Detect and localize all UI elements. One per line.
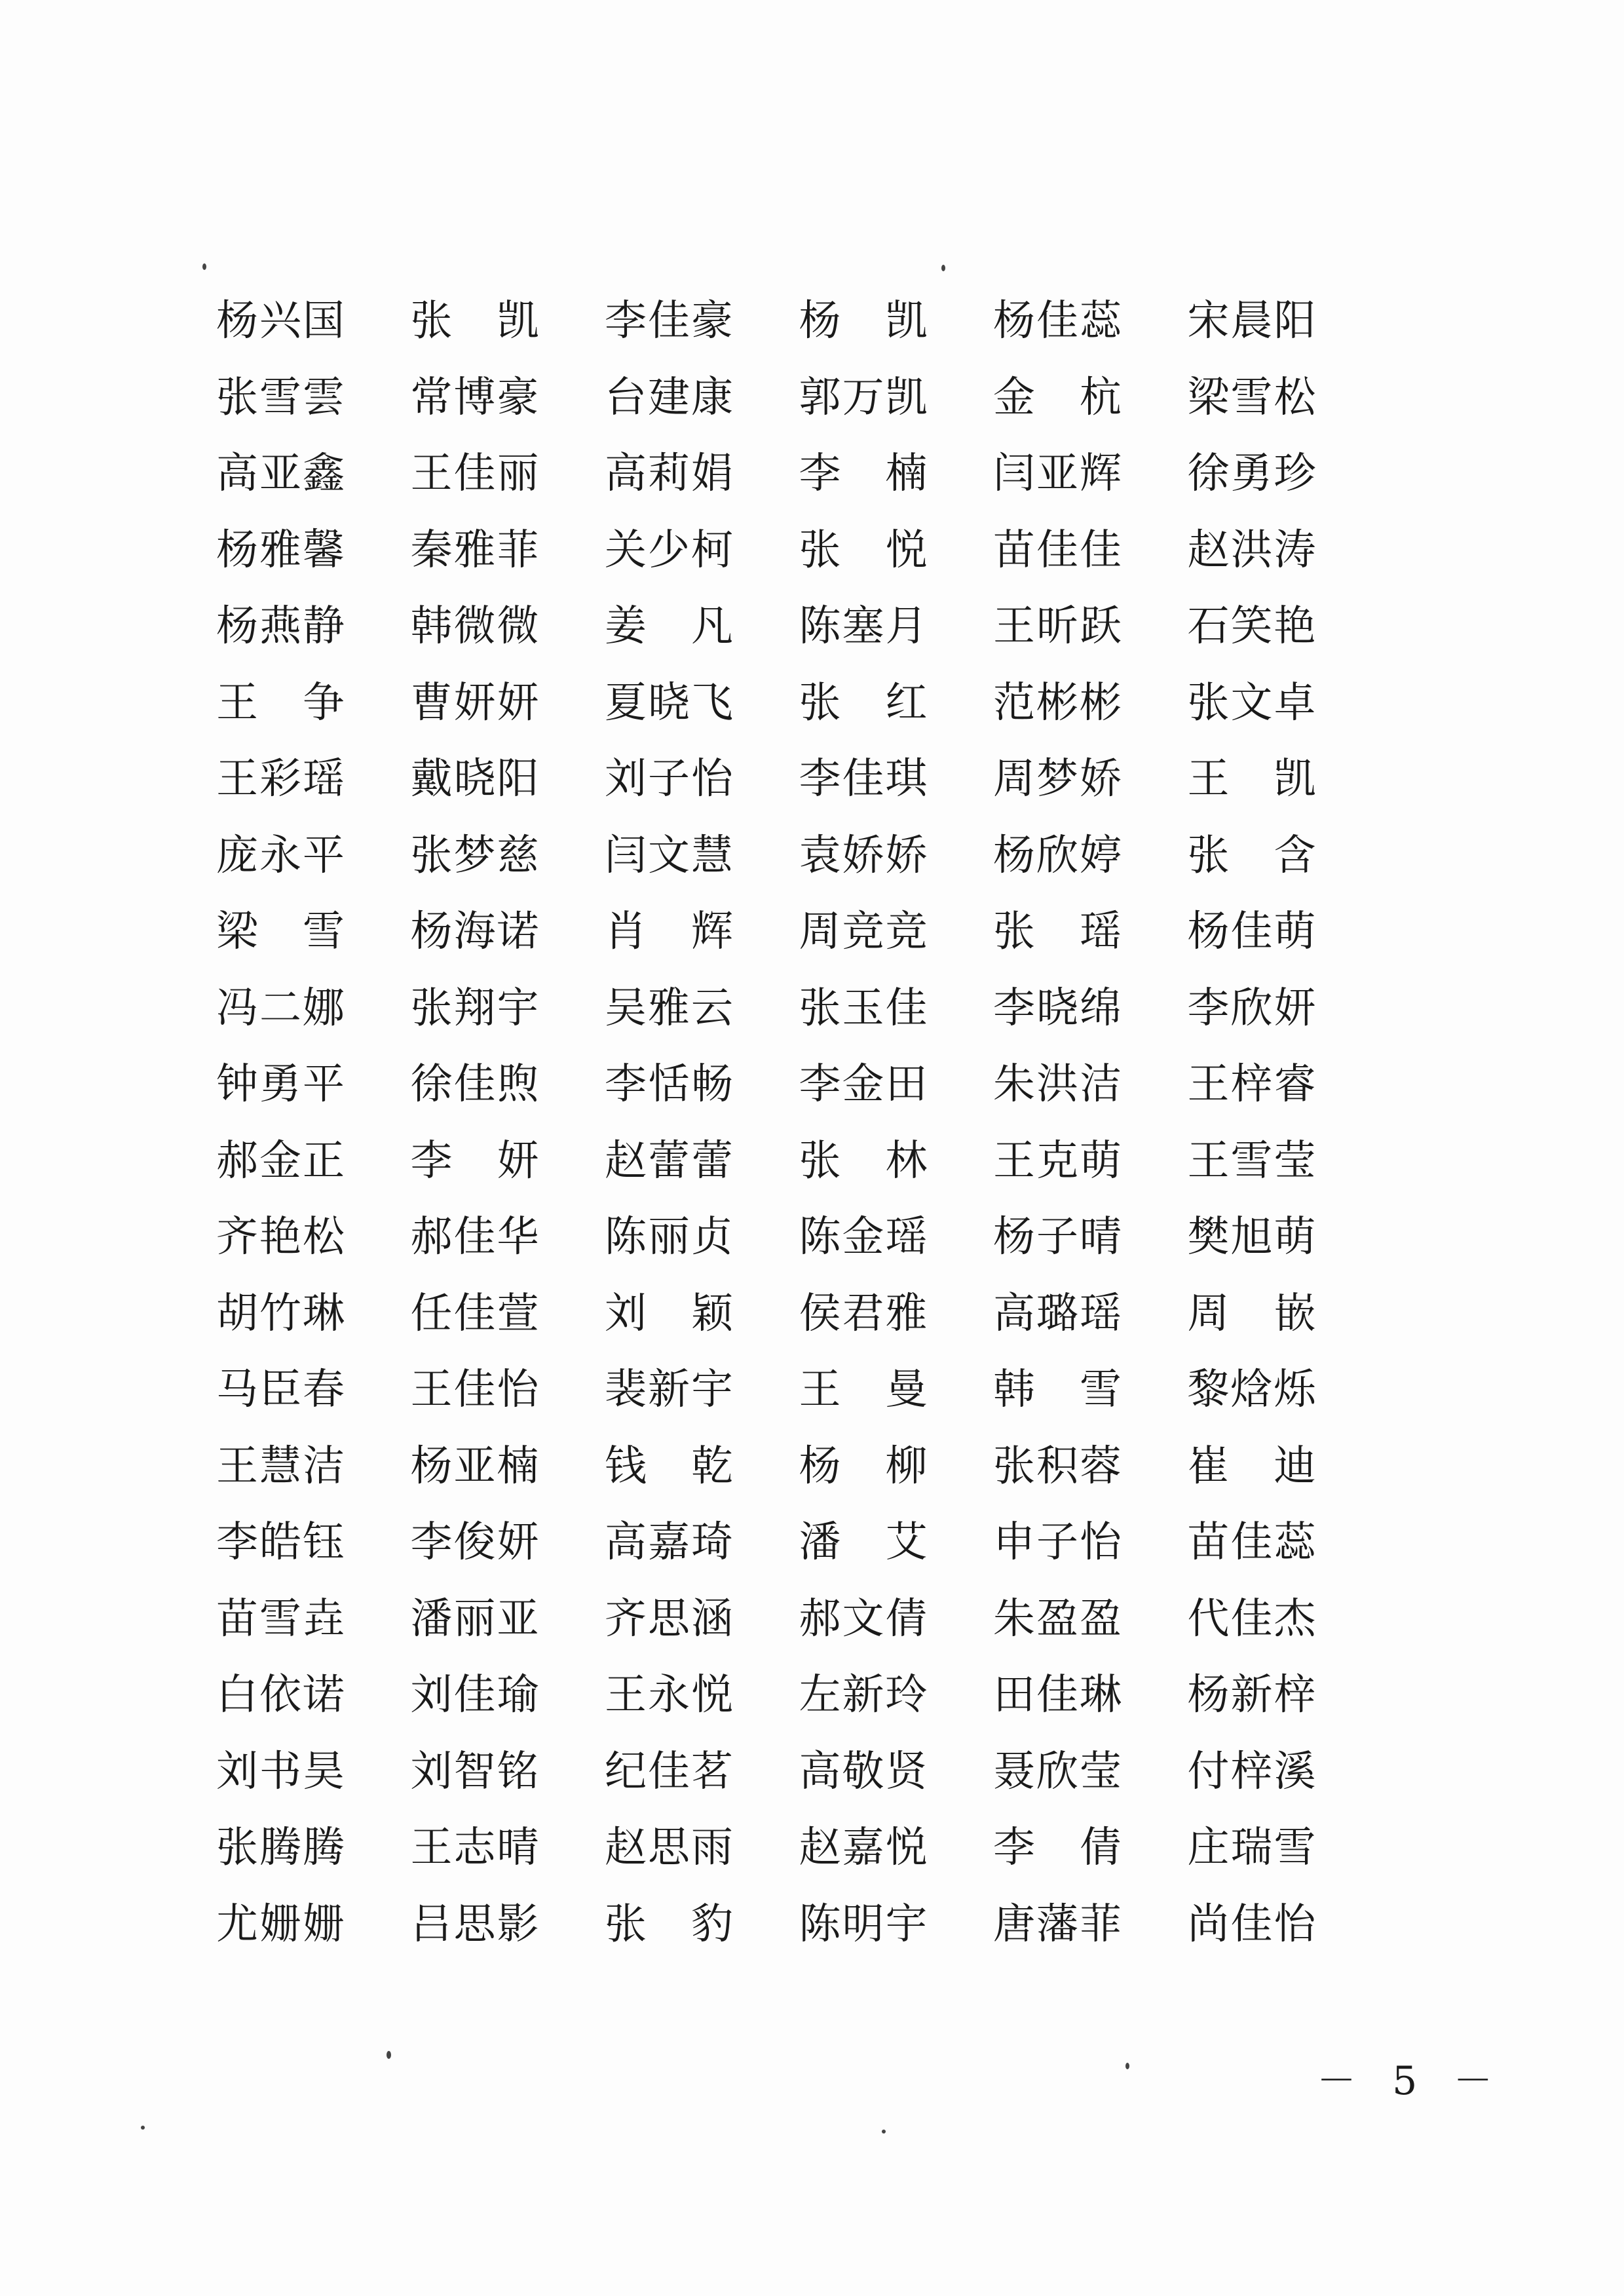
name-entry xyxy=(605,373,799,422)
name-text: 李金田 xyxy=(799,1060,928,1109)
name-text: 张腾腾 xyxy=(216,1824,345,1873)
name-text: 潘丽亚 xyxy=(410,1594,539,1643)
name-text: 张积蓉 xyxy=(993,1442,1122,1491)
name-entry xyxy=(410,831,605,880)
name-entry xyxy=(1187,1136,1382,1185)
name-entry xyxy=(410,1289,605,1338)
name-entry xyxy=(605,908,799,957)
name-text: 冯二娜 xyxy=(216,984,345,1033)
name-text: 石笑艳 xyxy=(1187,602,1316,651)
name-row xyxy=(216,512,1382,589)
name-text: 陈金瑶 xyxy=(799,1213,928,1262)
name-text: 王昕跃 xyxy=(993,602,1122,651)
name-text: 王雪莹 xyxy=(1187,1136,1316,1185)
name-text: 郝文倩 xyxy=(799,1594,928,1643)
name-entry xyxy=(993,450,1188,499)
name-entry xyxy=(605,1060,799,1109)
name-text: 杨雅馨 xyxy=(216,526,345,575)
name-entry xyxy=(799,755,994,804)
name-text: 秦雅菲 xyxy=(410,526,539,575)
name-entry xyxy=(799,1289,994,1338)
name-text: 陈塞月 xyxy=(799,602,928,651)
name-text: 李恬畅 xyxy=(605,1060,733,1109)
name-text: 陈明宇 xyxy=(799,1900,928,1949)
name-entry xyxy=(605,1671,799,1720)
name-entry xyxy=(605,1442,799,1491)
name-text: 赵洪涛 xyxy=(1187,526,1316,575)
name-row xyxy=(216,588,1382,665)
name-entry xyxy=(410,1442,605,1491)
name-entry xyxy=(799,1366,994,1415)
name-text: 王克萌 xyxy=(993,1136,1122,1185)
name-text: 台建康 xyxy=(605,373,733,422)
name-text: 侯君雅 xyxy=(799,1289,928,1338)
name-row xyxy=(216,1046,1382,1123)
name-entry xyxy=(993,1747,1188,1796)
name-text: 苗佳蕊 xyxy=(1187,1518,1316,1567)
name-entry xyxy=(799,1594,994,1643)
name-entry xyxy=(993,1289,1188,1338)
name-entry xyxy=(799,1213,994,1262)
name-entry xyxy=(216,1213,411,1262)
name-entry xyxy=(799,450,994,499)
name-text: 杨新梓 xyxy=(1187,1671,1316,1720)
name-entry xyxy=(410,1366,605,1415)
name-text: 李 妍 xyxy=(410,1136,539,1185)
name-entry xyxy=(605,1136,799,1185)
name-text: 王佳丽 xyxy=(410,450,539,499)
name-entry xyxy=(1187,373,1382,422)
name-entry xyxy=(799,908,994,957)
name-entry xyxy=(993,373,1188,422)
name-row xyxy=(216,1123,1382,1200)
name-text: 付梓溪 xyxy=(1187,1747,1316,1796)
name-text: 张 含 xyxy=(1187,831,1316,880)
name-entry xyxy=(1187,1213,1382,1262)
name-text: 王佳怡 xyxy=(410,1366,539,1415)
name-text: 袁娇娇 xyxy=(799,831,928,880)
name-entry xyxy=(216,831,411,880)
name-entry xyxy=(1187,450,1382,499)
name-text: 吴雅云 xyxy=(605,984,733,1033)
name-text: 张 豹 xyxy=(605,1900,733,1949)
name-text: 郝金正 xyxy=(216,1136,345,1185)
name-text: 常博豪 xyxy=(410,373,539,422)
name-entry xyxy=(216,1900,411,1949)
name-text: 梁雪松 xyxy=(1187,373,1316,422)
name-entry xyxy=(605,1213,799,1262)
name-text: 唐藩菲 xyxy=(993,1900,1122,1949)
name-entry xyxy=(993,1060,1188,1109)
name-entry xyxy=(993,1518,1188,1567)
name-text: 张梦慈 xyxy=(410,831,539,880)
name-text: 闫亚辉 xyxy=(993,450,1122,499)
name-text: 申子怡 xyxy=(993,1518,1122,1567)
name-text: 郭万凯 xyxy=(799,373,928,422)
name-entry xyxy=(799,984,994,1033)
name-entry xyxy=(216,1747,411,1796)
name-text: 杨 凯 xyxy=(799,297,928,346)
name-entry xyxy=(605,1366,799,1415)
name-entry xyxy=(799,373,994,422)
name-entry xyxy=(410,1747,605,1796)
name-entry xyxy=(410,1060,605,1109)
name-entry xyxy=(799,1824,994,1873)
name-entry xyxy=(799,831,994,880)
name-entry xyxy=(799,1060,994,1109)
name-entry xyxy=(605,984,799,1033)
name-row xyxy=(216,1581,1382,1658)
name-text: 王永悦 xyxy=(605,1671,733,1720)
page-number: － 5 － xyxy=(1317,2058,1505,2104)
name-entry xyxy=(410,602,605,651)
name-text: 张 悦 xyxy=(799,526,928,575)
name-entry xyxy=(216,1594,411,1643)
name-entry xyxy=(993,526,1188,575)
name-text: 朱洪洁 xyxy=(993,1060,1122,1109)
name-entry xyxy=(1187,678,1382,727)
scan-speck xyxy=(202,263,206,270)
name-entry xyxy=(410,526,605,575)
name-text: 徐佳煦 xyxy=(410,1060,539,1109)
name-text: 宋晨阳 xyxy=(1187,297,1316,346)
name-entry xyxy=(216,1671,411,1720)
name-entry xyxy=(410,1213,605,1262)
name-entry xyxy=(216,297,411,346)
name-text: 戴晓阳 xyxy=(410,755,539,804)
name-text: 高莉娟 xyxy=(605,450,733,499)
name-row xyxy=(216,894,1382,970)
name-text: 王彩瑶 xyxy=(216,755,345,804)
name-entry xyxy=(1187,1824,1382,1873)
name-entry xyxy=(993,755,1188,804)
name-text: 周梦娇 xyxy=(993,755,1122,804)
name-entry xyxy=(1187,1747,1382,1796)
name-text: 刘 颖 xyxy=(605,1289,733,1338)
name-text: 吕思影 xyxy=(410,1900,539,1949)
name-entry xyxy=(1187,755,1382,804)
name-text: 王 争 xyxy=(216,678,345,727)
name-text: 范彬彬 xyxy=(993,678,1122,727)
name-text: 任佳萱 xyxy=(410,1289,539,1338)
name-text: 杨燕静 xyxy=(216,602,345,651)
name-entry xyxy=(605,1594,799,1643)
name-entry xyxy=(410,373,605,422)
name-entry xyxy=(1187,1442,1382,1491)
name-entry xyxy=(410,1824,605,1873)
name-text: 田佳琳 xyxy=(993,1671,1122,1720)
name-entry xyxy=(799,1900,994,1949)
name-text: 李晓绵 xyxy=(993,984,1122,1033)
name-entry xyxy=(216,908,411,957)
name-text: 李皓钰 xyxy=(216,1518,345,1567)
name-text: 赵嘉悦 xyxy=(799,1824,928,1873)
name-text: 尤姗姗 xyxy=(216,1900,345,1949)
name-text: 齐思涵 xyxy=(605,1594,733,1643)
name-row xyxy=(216,1276,1382,1352)
name-text: 王慧洁 xyxy=(216,1442,345,1491)
name-row xyxy=(216,1352,1382,1428)
name-entry xyxy=(605,1824,799,1873)
name-entry xyxy=(216,755,411,804)
name-entry xyxy=(410,297,605,346)
name-entry xyxy=(1187,526,1382,575)
name-entry xyxy=(993,678,1188,727)
name-text: 肖 辉 xyxy=(605,908,733,957)
name-text: 韩 雪 xyxy=(993,1366,1122,1415)
name-text: 王志晴 xyxy=(410,1824,539,1873)
name-row xyxy=(216,1504,1382,1581)
name-entry xyxy=(993,984,1188,1033)
name-entry xyxy=(1187,1060,1382,1109)
name-text: 纪佳茗 xyxy=(605,1747,733,1796)
name-text: 杨欣婷 xyxy=(993,831,1122,880)
name-text: 徐勇珍 xyxy=(1187,450,1316,499)
name-entry xyxy=(1187,1900,1382,1949)
name-entry xyxy=(1187,1289,1382,1338)
name-text: 钟勇平 xyxy=(216,1060,345,1109)
name-entry xyxy=(410,450,605,499)
name-entry xyxy=(1187,1594,1382,1643)
name-entry xyxy=(1187,1366,1382,1415)
name-entry xyxy=(1187,1518,1382,1567)
name-text: 苗佳佳 xyxy=(993,526,1122,575)
name-entry xyxy=(799,1671,994,1720)
name-text: 黎焓烁 xyxy=(1187,1366,1316,1415)
name-entry xyxy=(993,1671,1188,1720)
name-text: 裴新宇 xyxy=(605,1366,733,1415)
name-entry xyxy=(410,908,605,957)
name-row xyxy=(216,741,1382,818)
name-text: 李俊妍 xyxy=(410,1518,539,1567)
name-row xyxy=(216,970,1382,1047)
name-entry xyxy=(216,1366,411,1415)
name-text: 钱 乾 xyxy=(605,1442,733,1491)
name-entry xyxy=(216,1289,411,1338)
name-entry xyxy=(993,1900,1188,1949)
name-entry xyxy=(605,1747,799,1796)
name-entry xyxy=(799,1442,994,1491)
name-entry xyxy=(410,1900,605,1949)
name-entry xyxy=(993,297,1188,346)
name-text: 郝佳华 xyxy=(410,1213,539,1262)
name-text: 张雪雲 xyxy=(216,373,345,422)
name-text: 张 凯 xyxy=(410,297,539,346)
name-text: 杨兴国 xyxy=(216,297,345,346)
name-entry xyxy=(1187,297,1382,346)
name-entry xyxy=(799,678,994,727)
name-entry xyxy=(216,984,411,1033)
name-entry xyxy=(993,1594,1188,1643)
name-entry xyxy=(410,755,605,804)
name-entry xyxy=(993,602,1188,651)
name-entry xyxy=(605,1900,799,1949)
name-text: 马臣春 xyxy=(216,1366,345,1415)
name-entry xyxy=(799,526,994,575)
name-entry xyxy=(799,1747,994,1796)
name-text: 韩微微 xyxy=(410,602,539,651)
name-entry xyxy=(410,1671,605,1720)
name-text: 李欣妍 xyxy=(1187,984,1316,1033)
name-entry xyxy=(410,678,605,727)
name-entry xyxy=(993,831,1188,880)
name-entry xyxy=(216,1518,411,1567)
name-text: 关少柯 xyxy=(605,526,733,575)
name-entry xyxy=(1187,908,1382,957)
name-text: 闫文慧 xyxy=(605,831,733,880)
name-text: 张玉佳 xyxy=(799,984,928,1033)
name-text: 尚佳怡 xyxy=(1187,1900,1316,1949)
name-text: 庄瑞雪 xyxy=(1187,1824,1316,1873)
name-text: 朱盈盈 xyxy=(993,1594,1122,1643)
name-entry xyxy=(410,1518,605,1567)
name-text: 杨 柳 xyxy=(799,1442,928,1491)
name-text: 庞永平 xyxy=(216,831,345,880)
name-text: 李佳豪 xyxy=(605,297,733,346)
name-row xyxy=(216,1886,1382,1963)
name-entry xyxy=(993,1824,1188,1873)
name-entry xyxy=(216,1060,411,1109)
name-entry xyxy=(410,984,605,1033)
name-text: 潘 艾 xyxy=(799,1518,928,1567)
name-entry xyxy=(1187,831,1382,880)
name-row xyxy=(216,360,1382,436)
name-text: 刘子怡 xyxy=(605,755,733,804)
name-text: 左新玲 xyxy=(799,1671,928,1720)
name-row xyxy=(216,436,1382,512)
name-entry xyxy=(216,1136,411,1185)
name-entry xyxy=(605,678,799,727)
name-text: 聂欣莹 xyxy=(993,1747,1122,1796)
name-row xyxy=(216,1428,1382,1505)
name-row xyxy=(216,1734,1382,1810)
scan-speck xyxy=(882,2130,886,2133)
name-list xyxy=(216,283,1382,1962)
name-entry xyxy=(799,1518,994,1567)
name-text: 刘佳瑜 xyxy=(410,1671,539,1720)
name-entry xyxy=(605,831,799,880)
name-entry xyxy=(410,1136,605,1185)
name-text: 王 曼 xyxy=(799,1366,928,1415)
scan-speck xyxy=(141,2126,145,2130)
name-text: 杨海诺 xyxy=(410,908,539,957)
name-text: 李 倩 xyxy=(993,1824,1122,1873)
name-entry xyxy=(799,602,994,651)
name-entry xyxy=(605,1289,799,1338)
name-text: 高敬贤 xyxy=(799,1747,928,1796)
name-entry xyxy=(993,1366,1188,1415)
name-row xyxy=(216,283,1382,360)
name-text: 苗雪垚 xyxy=(216,1594,345,1643)
name-entry xyxy=(605,1518,799,1567)
name-text: 杨子晴 xyxy=(993,1213,1122,1262)
name-text: 姜 凡 xyxy=(605,602,733,651)
name-entry xyxy=(605,755,799,804)
name-text: 赵蕾蕾 xyxy=(605,1136,733,1185)
name-entry xyxy=(605,297,799,346)
name-text: 李 楠 xyxy=(799,450,928,499)
name-text: 曹妍妍 xyxy=(410,678,539,727)
name-entry xyxy=(1187,1671,1382,1720)
scan-speck xyxy=(387,2051,391,2059)
name-text: 梁 雪 xyxy=(216,908,345,957)
scan-speck xyxy=(1125,2063,1129,2069)
name-row xyxy=(216,1810,1382,1886)
name-entry xyxy=(799,1136,994,1185)
name-row xyxy=(216,1199,1382,1276)
name-entry xyxy=(216,678,411,727)
name-entry xyxy=(216,450,411,499)
name-text: 樊旭萌 xyxy=(1187,1213,1316,1262)
name-entry xyxy=(216,1824,411,1873)
name-text: 高璐瑶 xyxy=(993,1289,1122,1338)
name-entry xyxy=(605,526,799,575)
name-text: 王 凯 xyxy=(1187,755,1316,804)
name-entry xyxy=(216,373,411,422)
name-row xyxy=(216,818,1382,894)
name-entry xyxy=(216,1442,411,1491)
name-entry xyxy=(993,908,1188,957)
name-text: 张 红 xyxy=(799,678,928,727)
name-entry xyxy=(605,602,799,651)
name-text: 刘书昊 xyxy=(216,1747,345,1796)
name-text: 杨亚楠 xyxy=(410,1442,539,1491)
name-text: 胡竹琳 xyxy=(216,1289,345,1338)
name-text: 陈丽贞 xyxy=(605,1213,733,1262)
name-text: 夏晓飞 xyxy=(605,678,733,727)
name-entry xyxy=(993,1213,1188,1262)
scan-speck xyxy=(941,265,945,271)
name-text: 杨佳蕊 xyxy=(993,297,1122,346)
name-text: 张 瑶 xyxy=(993,908,1122,957)
name-text: 周 嵌 xyxy=(1187,1289,1316,1338)
name-text: 李佳琪 xyxy=(799,755,928,804)
name-text: 赵思雨 xyxy=(605,1824,733,1873)
name-text: 张 林 xyxy=(799,1136,928,1185)
name-entry xyxy=(799,297,994,346)
name-entry xyxy=(993,1442,1188,1491)
name-text: 代佳杰 xyxy=(1187,1594,1316,1643)
name-text: 高亚鑫 xyxy=(216,450,345,499)
name-text: 张文卓 xyxy=(1187,678,1316,727)
name-entry xyxy=(216,526,411,575)
name-text: 金 杭 xyxy=(993,373,1122,422)
name-text: 杨佳萌 xyxy=(1187,908,1316,957)
name-row xyxy=(216,665,1382,742)
name-text: 张翔宇 xyxy=(410,984,539,1033)
name-text: 齐艳松 xyxy=(216,1213,345,1262)
name-text: 崔 迪 xyxy=(1187,1442,1316,1491)
name-text: 周竞竞 xyxy=(799,908,928,957)
name-text: 刘智铭 xyxy=(410,1747,539,1796)
name-entry xyxy=(605,450,799,499)
name-entry xyxy=(993,1136,1188,1185)
name-entry xyxy=(216,602,411,651)
name-entry xyxy=(410,1594,605,1643)
name-text: 高嘉琦 xyxy=(605,1518,733,1567)
name-entry xyxy=(1187,984,1382,1033)
name-text: 王梓睿 xyxy=(1187,1060,1316,1109)
name-text: 白依诺 xyxy=(216,1671,345,1720)
name-row xyxy=(216,1657,1382,1734)
name-entry xyxy=(1187,602,1382,651)
